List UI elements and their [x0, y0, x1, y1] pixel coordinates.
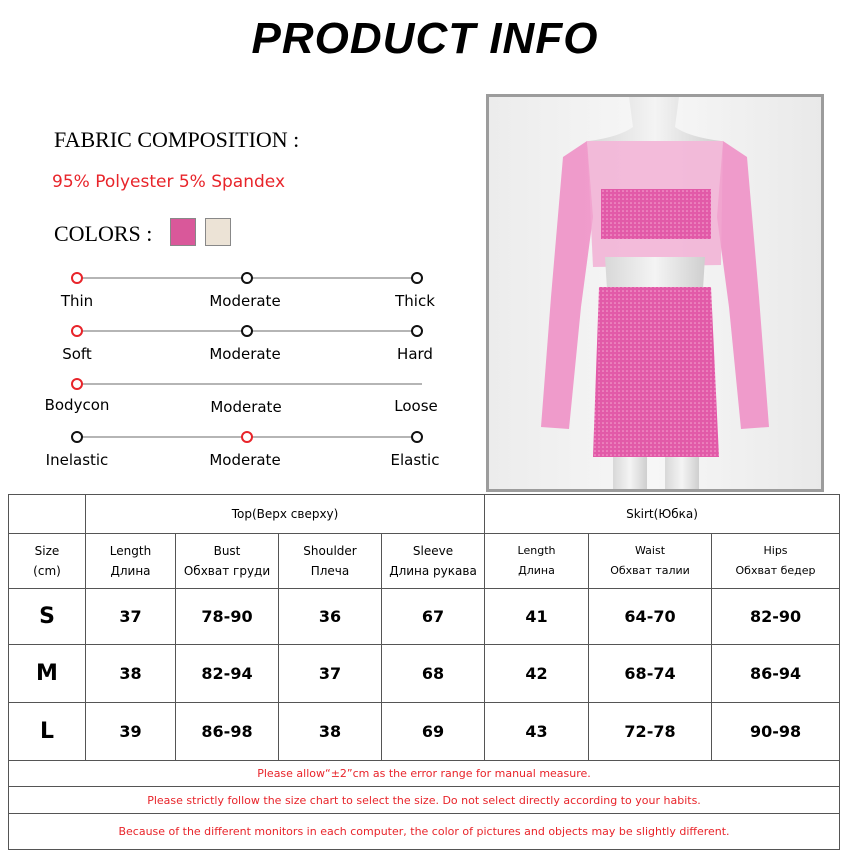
scale-label-loose: Loose: [394, 397, 438, 415]
table-cell: 38: [86, 645, 176, 703]
table-corner-cell: [9, 495, 86, 534]
col-header-top-length: Length Длина: [86, 534, 176, 589]
scale-label-moderate: Moderate: [209, 451, 281, 469]
size-header-cell: Size (cm): [9, 534, 86, 589]
table-cell: 69: [382, 703, 485, 761]
note-row: [9, 814, 840, 850]
scale-label-elastic: Elastic: [390, 451, 440, 469]
product-photo: [486, 94, 824, 492]
table-row-s: [9, 589, 840, 645]
table-cell: 36: [279, 589, 382, 645]
scale-label-soft: Soft: [62, 345, 92, 363]
mannequin-neck: [589, 97, 721, 141]
table-cell: 82-90: [712, 589, 840, 645]
tube-top: [601, 189, 711, 239]
table-cell: 72-78: [589, 703, 712, 761]
table-cell: 78-90: [176, 589, 279, 645]
scale-dot-bodycon: [71, 378, 83, 390]
table-cell: 90-98: [712, 703, 840, 761]
mannequin-leg-right: [665, 457, 699, 489]
table-cell: 39: [86, 703, 176, 761]
table-cell: 37: [279, 645, 382, 703]
col-header-sleeve: Sleeve Длина рукава: [382, 534, 485, 589]
scale-dot-moderate: [241, 325, 253, 337]
scale-label-thick: Thick: [395, 292, 435, 310]
scale-dot-elastic: [411, 431, 423, 443]
scale-label-hard: Hard: [397, 345, 433, 363]
size-chart-table: [8, 494, 840, 850]
page-title: PRODUCT INFO: [251, 14, 599, 63]
scale-dot-moderate: [241, 272, 253, 284]
scale-label-moderate: Moderate: [209, 292, 281, 310]
size-cell: S: [9, 589, 86, 645]
mini-skirt: [593, 287, 719, 457]
color-swatch-pink[interactable]: [170, 218, 196, 246]
table-row-l: [9, 703, 840, 761]
scale-dot-thin: [71, 272, 83, 284]
table-cell: 37: [86, 589, 176, 645]
mannequin-outfit-illustration: [489, 97, 821, 489]
softness-scale: [0, 330, 480, 370]
scale-label-moderate: Moderate: [209, 345, 281, 363]
fit-scale: [0, 383, 480, 423]
scale-dot-hard: [411, 325, 423, 337]
right-sleeve: [717, 141, 769, 429]
scale-dot-inelastic: [71, 431, 83, 443]
table-cell: 38: [279, 703, 382, 761]
table-cell: 68-74: [589, 645, 712, 703]
colors-label: COLORS :: [54, 221, 153, 246]
table-cell: 64-70: [589, 589, 712, 645]
col-header-bust: Bust Обхват груди: [176, 534, 279, 589]
elasticity-scale: [0, 436, 480, 476]
note-row: [9, 761, 840, 787]
col-header-waist: Waist Обхват талии: [589, 534, 712, 589]
note-follow-size-chart: Please strictly follow the size chart to select the size. Do not select directly according to your habits.: [9, 787, 840, 814]
note-color-difference: Because of the different monitors in each computer, the color of pictures and objects may be slightly different.: [9, 814, 840, 850]
mannequin-waist: [605, 257, 705, 289]
col-header-skirt-length: Length Длина: [485, 534, 589, 589]
top-group-header: Top(Верх сверху): [86, 495, 485, 534]
scale-dot-moderate: [241, 431, 253, 443]
col-header-shoulder: Shoulder Плеча: [279, 534, 382, 589]
table-cell: 68: [382, 645, 485, 703]
note-row: [9, 787, 840, 814]
thickness-scale: [0, 277, 480, 317]
table-cell: 82-94: [176, 645, 279, 703]
scale-track: [77, 383, 422, 385]
scale-label-moderate: Moderate: [210, 398, 282, 416]
fabric-composition-value: 95% Polyester 5% Spandex: [52, 172, 286, 192]
table-cell: 41: [485, 589, 589, 645]
table-group-header-row: [9, 495, 840, 534]
scale-dot-soft: [71, 325, 83, 337]
left-sleeve: [541, 141, 593, 429]
table-cell: 42: [485, 645, 589, 703]
color-swatch-beige[interactable]: [205, 218, 231, 246]
size-cell: L: [9, 703, 86, 761]
table-row-m: [9, 645, 840, 703]
table-cell: 86-94: [712, 645, 840, 703]
table-column-header-row: [9, 534, 840, 589]
scale-label-bodycon: Bodycon: [44, 396, 110, 414]
col-header-hips: Hips Обхват бедер: [712, 534, 840, 589]
skirt-group-header: Skirt(Юбка): [485, 495, 840, 534]
size-cell: M: [9, 645, 86, 703]
mannequin-leg-left: [613, 457, 647, 489]
scale-label-inelastic: Inelastic: [45, 451, 109, 469]
table-cell: 86-98: [176, 703, 279, 761]
table-cell: 67: [382, 589, 485, 645]
scale-dot-thick: [411, 272, 423, 284]
table-cell: 43: [485, 703, 589, 761]
scale-label-thin: Thin: [60, 292, 94, 310]
fabric-composition-label: FABRIC COMPOSITION :: [54, 127, 300, 152]
note-measure-error: Please allow“±2”cm as the error range for manual measure.: [9, 761, 840, 787]
